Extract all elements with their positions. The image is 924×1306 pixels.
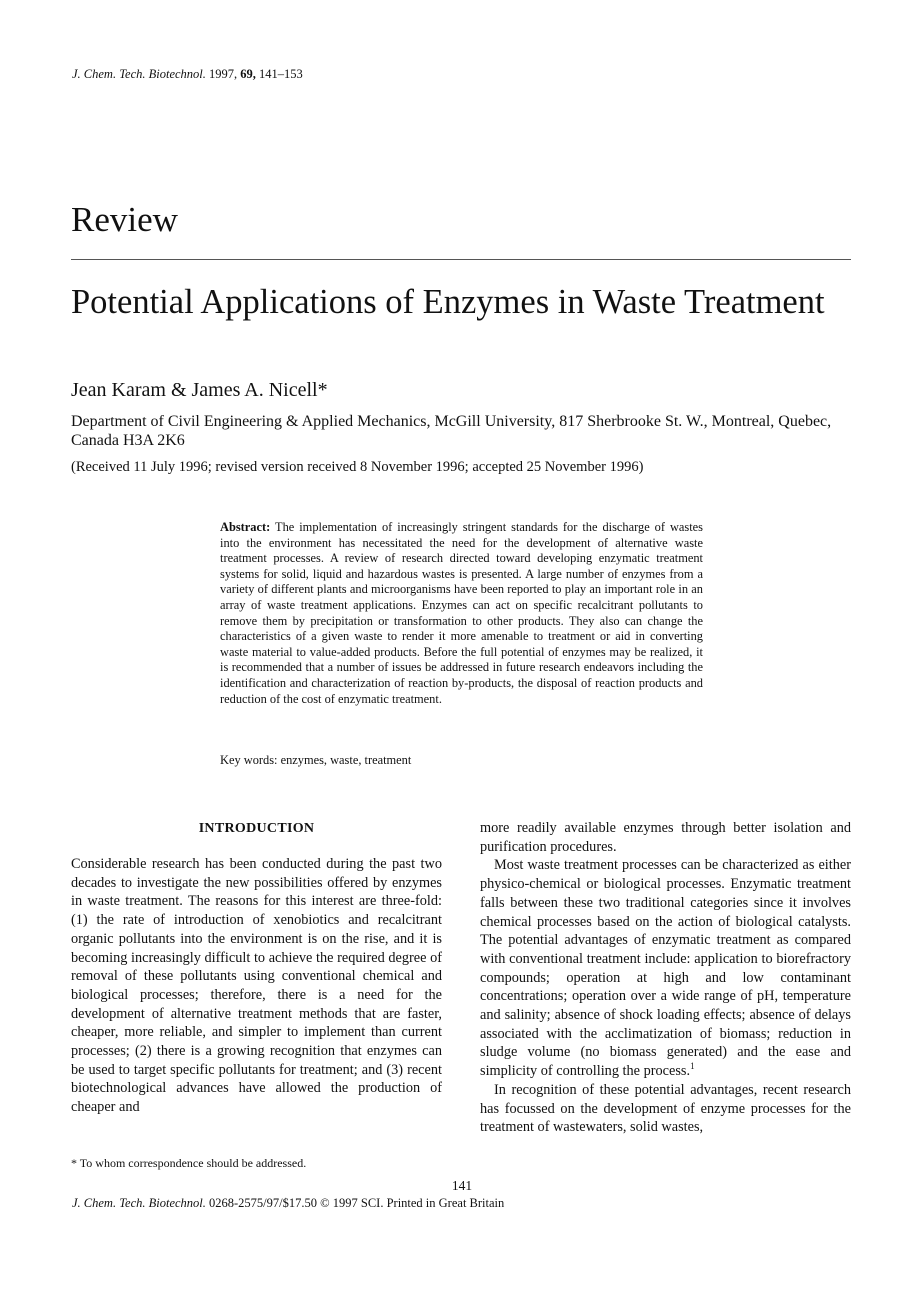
abstract	[220, 520, 703, 707]
intro-paragraph-1-continued: more readily available enzymes through better isolation and purification procedures.	[480, 820, 851, 855]
section-divider	[71, 259, 851, 260]
left-column	[71, 855, 442, 1117]
introduction-heading: INTRODUCTION	[198, 821, 315, 836]
journal-year: 1997,	[209, 67, 238, 81]
journal-volume: 69,	[240, 67, 256, 81]
article-authors: Jean Karam & James A. Nicell*	[71, 379, 328, 401]
running-header	[72, 67, 303, 82]
footer-journal-abbrev: J. Chem. Tech. Biotechnol.	[72, 1196, 206, 1210]
abstract-text: The implementation of increasingly stringent standards for the discharge of wastes into the environment has necessitated the need for the development of alternative waste treatment processes. A review of research directed toward developing enzymatic treatment systems for solid, liquid and hazardous wastes is presented. A large number of enzymes from a variety of different plants and microorganisms have been reported to play an important role in an array of waste treatment applications. Enzymes can act on specific recalcitrant pollutants to remove them by precipitation or transformation to other products. They also can change the characteristics of a given waste to render it more amenable to treatment or aid in converting waste material to value-added products. Before the full potential of enzymes may be realized, it is recommended that a number of issues be addressed in future research endeavors including the identification and characterization of reaction by-products, the disposal of reaction products and reduction of the cost of enzymatic treatment.	[220, 520, 703, 706]
right-column	[480, 819, 851, 1137]
copyright-footer	[72, 1195, 504, 1211]
journal-abbrev: J. Chem. Tech. Biotechnol.	[72, 67, 206, 81]
keywords: Key words: enzymes, waste, treatment	[220, 753, 412, 767]
abstract-label: Abstract:	[220, 520, 271, 534]
footer-copyright: 0268-2575/97/$17.50 © 1997 SCI. Printed in Great Britain	[209, 1196, 505, 1210]
correspondence-footnote: * To whom correspondence should be addressed.	[71, 1156, 307, 1170]
intro-paragraph-2-text: Most waste treatment processes can be characterized as either physico-chemical or biological processes. Enzymatic treatment falls between these two traditional categories since it involves chemical processes based on the action of biological catalysts. The potential advantages of enzymatic treatment as compared with conventional treatment include: application to biorefractory compounds; operation at high and low contaminant concentrations; operation over a wide range of pH, temperature and salinity; absence of shock loading effects; absence of delays associated with the acclimatization of biomass; reduction in sludge volume (no biomass generated) and the ease and simplicity of controlling the process.	[480, 857, 851, 1080]
reference-marker: 1	[690, 1061, 695, 1072]
author-affiliation: Department of Civil Engineering & Applied Mechanics, McGill University, 817 Sherbrooke St. W., Montreal, Quebec, Canada H3A 2K6	[71, 413, 832, 449]
intro-paragraph-3: In recognition of these potential advantages, recent research has focussed on the development of enzyme processes for the treatment of wastewaters, solid wastes,	[480, 1081, 851, 1136]
journal-pages: 141–153	[259, 67, 303, 81]
page-number: 141	[451, 1178, 473, 1193]
article-title: Potential Applications of Enzymes in Waste Treatment	[71, 283, 825, 321]
received-dates: (Received 11 July 1996; revised version received 8 November 1996; accepted 25 November 1996)	[71, 459, 644, 475]
intro-paragraph-2	[480, 856, 851, 1080]
section-label: Review	[71, 200, 178, 239]
intro-paragraph-1: Considerable research has been conducted during the past two decades to investigate the new possibilities offered by enzymes in waste treatment. The reasons for this interest are three-fold: (1) the rate of introduction of xenobiotics and recalcitrant organic pollutants into the environment is on the rise, and it is becoming increasingly difficult to achieve the required degree of removal of these pollutants using conventional chemical and biological processes; therefore, there is a need for the development of alternative treatment methods that are faster, cheaper, more reliable, and simpler to implement than current processes; (2) there is a growing recognition that enzymes can be used to target specific pollutants for treatment; and (3) recent biotechnological advances have allowed the production of cheaper and	[71, 856, 442, 1116]
